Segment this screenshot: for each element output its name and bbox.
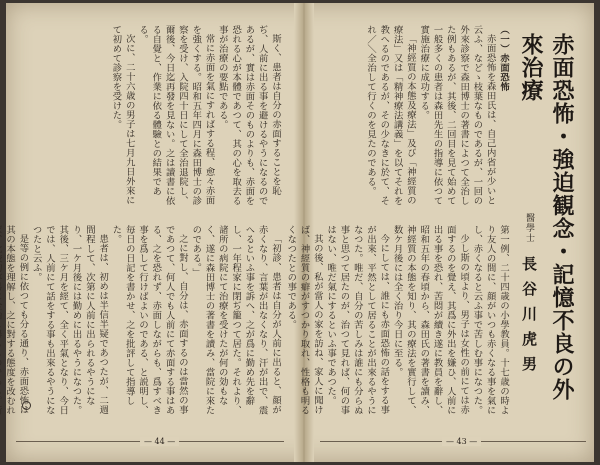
page-number: — 44 —	[140, 437, 179, 446]
right-bottom-column	[285, 225, 510, 415]
paragraph: 患者は、初めは半信半疑であつたが、二週間程して、次第に人前に出られるやうになり、一ケ月後には勤めに出るやうになつた。其後、三ケ月を經て、全く平氣となり、今日では、人前にて話をする事も出來るやうになつたと云ふ。	[30, 225, 109, 415]
paragraph: 少し斯の頃より、男子は女性の前にては赤面するのを覺え、其爲に外出を嫌ひ、人前に出る事を恐れ、苦悶が續き遂に教員を辭し、昭和五年の春頃から、森田氏の著書を讀み、神經質の本態を知り、其の療法を實行して、数ケ月後には全く治り今日に至る。	[391, 225, 470, 415]
article-title: 赤面恐怖・強迫観念・記憶不良の外來治療	[518, 33, 575, 401]
paragraph: 第一例、二十四歳の小學教員。十七歳の時より友人の間に、顔がいつも赤くなる事を氣にし、赤くなると云ふ事で苦しむ事になつた。	[471, 225, 509, 415]
paragraph: 斯く、患者は自分の赤面することを恥ぢ、人前に出る事を避けるやうになるのであるが、實は赤面そのものよりも、赤面を恐れる心が本體であつて、其の心を取去る事が治療の要點である。	[216, 25, 281, 206]
left-bottom-column	[4, 225, 282, 415]
paragraph: 赤面恐怖を森田氏は、自己内省が少いと云ふ、などゝ枝葉なものであるが、一回の外來診察で森田博士の著書によつて全治した例もあるが、其後、二回目を見て始めて一般多くの患者は森田先生の指導に依つて實施治療に成功する。	[418, 25, 496, 206]
left-top-column	[20, 25, 282, 211]
author-name: 長谷川虎男	[520, 256, 538, 382]
left-page	[6, 3, 294, 462]
author-degree: 醫學士	[524, 213, 534, 243]
section-heading: （一）赤面恐怖	[498, 25, 509, 92]
byline	[520, 213, 540, 413]
paragraph: 「初診、患者は自分が人前に出ると、顔が赤くなり、言葉が出なくなり、汗が出で、震へるといふ事を訴へ、之が爲に勤め先を辭し、一年程家に閉ぢ籠つて居た。それより、諸所の病院にて治療を受けたが何の効もなく、遂に森田博士の著書を讀み、當院に來たのである。」	[190, 225, 281, 415]
paragraph: 常に赤面を氣にすればする程、愈々赤面を強くする。昭和五年四月に森田博士の診察を受け、入院四十日にして全治退院し、爾後、今日迄再發を見ない。之は讀書に依る自覺と、作業に依る體驗との結果である。	[137, 25, 215, 206]
right-page	[285, 3, 594, 462]
paragraph: 之に對し、自分は、赤面するのは當然の事であつて、何人でも人前にて赤面する事はある、之を恐れず、赤面しながらも、爲すべき事を爲して行けばよいのである、と説明し、毎日の日記を書かせ、之を批評して指導した。	[110, 225, 188, 415]
paragraph: 其の後、私が當人の家を訪ね、家人に聞けば、神經質の癖がすつかり取れ、性格も明るくなつたとの事である。	[285, 225, 323, 415]
circle-mark-icon	[22, 401, 31, 410]
page-number: — 43 —	[442, 437, 481, 446]
paragraph: 是等の例に依つても分る通り、赤面恐怖は其の本態を理解し、之に對する態度を改むれ	[4, 225, 29, 415]
paragraph: 今にしては、誰にも赤面恐怖の話をする事が出來、平然として居ることが出來るやうになつた。唯だ、自分の苦しみは誰にも分らぬ事と思つて居たのが、治つて見れば、何の事はない、唯だ氣にするといふ事であつた。	[325, 225, 390, 415]
book-spread	[6, 3, 594, 462]
paragraph: 次に、二十六歳の男子は七月九日外來にて初めて診察を受けた。	[110, 25, 135, 206]
paragraph: 「神經質の本態及療法」及び「神經質の療法」又は「精神療法講義」を以てそれを教へるのであるが、その少なきに於て、それ／＼全治して行くのを見たのである。	[365, 25, 416, 206]
right-top-column	[322, 25, 510, 211]
